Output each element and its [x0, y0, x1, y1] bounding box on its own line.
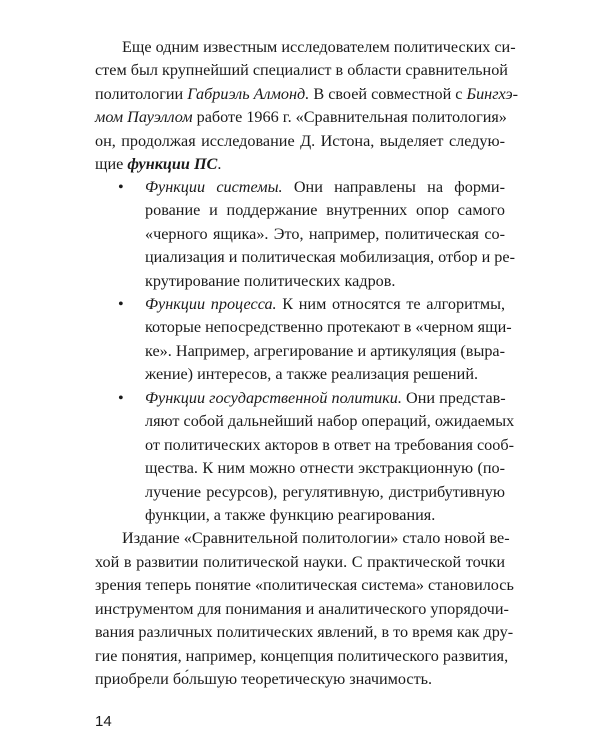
text-line: политологии Габриэль Алмонд. В своей совместной с Бингхэ-	[95, 85, 519, 103]
list-item-title: Функции системы.	[145, 178, 283, 196]
text-line: приобрели бо́льшую теоретическую значимость.	[95, 670, 433, 688]
text-line: стем был крупнейший специалист в области сравнительной	[95, 61, 508, 79]
list-item-title: Функции процесса.	[145, 295, 277, 313]
text-line: вания различных политических явлений, в то время как дру-	[95, 623, 514, 641]
list-item-line: Функции системы. Они направлены на форми-	[145, 178, 505, 196]
text-line: зрения теперь понятие «политическая система» становилось	[95, 576, 514, 594]
text-line: Издание «Сравнительной политологии» стало новой ве-	[122, 529, 510, 547]
text-line: щие функции ПС.	[95, 155, 222, 173]
list-item-line: Функции государственной политики. Они представ-	[145, 389, 506, 407]
text-line: инструментом для понимания и аналитического упорядочи-	[95, 600, 509, 618]
author-name: Габриэль Алмонд.	[187, 85, 310, 103]
list-item-line: ке». Например, агрегирование и артикуляция (выра-	[145, 342, 505, 360]
author-name: Бингхэ-	[466, 85, 519, 103]
list-item-line: щества. К ним можно отнести экстракционную (по-	[145, 459, 505, 477]
list-item-line: которые непосредственно протекают в «черном ящи-	[145, 318, 512, 336]
list-item-line: от политических акторов в ответ на требования сооб-	[145, 436, 514, 454]
page-number: 14	[95, 713, 112, 730]
author-name: мом Пауэллом	[95, 108, 193, 126]
text-line: Еще одним известным исследователем политических си-	[122, 38, 516, 56]
key-term: функции ПС	[127, 155, 218, 173]
text-line: мом Пауэллом работе 1966 г. «Сравнительная политология»	[95, 108, 507, 126]
list-item-line: Функции процесса. К ним относятся те алгоритмы,	[145, 295, 505, 313]
list-item-line: циализация и политическая мобилизация, отбор и ре-	[145, 248, 515, 266]
list-item-line: ляют собой дальнейший набор операций, ожидаемых	[145, 412, 515, 430]
text-line: он, продолжая исследование Д. Истона, выделяет следую-	[95, 132, 505, 150]
text-line: гие понятия, например, концепция политического развития,	[95, 647, 509, 665]
list-item-title: Функции государственной политики.	[145, 389, 402, 407]
list-item-line: функции, а также функцию реагирования.	[145, 506, 436, 524]
list-item-line: рование и поддержание внутренних опор самого	[145, 201, 505, 219]
text-line: хой в развитии политической науки. С практической точки	[95, 553, 505, 571]
list-item-line: жение) интересов, а также реализация решений.	[145, 365, 479, 383]
bullet-icon: •	[118, 295, 124, 313]
bullet-icon: •	[118, 178, 124, 196]
list-item-line: крутирование политических кадров.	[145, 272, 396, 290]
list-item-line: «черного ящика». Это, например, политическая со-	[145, 225, 505, 243]
bullet-icon: •	[118, 389, 124, 407]
list-item-line: лучение ресурсов), регулятивную, дистрибутивную	[145, 483, 505, 501]
